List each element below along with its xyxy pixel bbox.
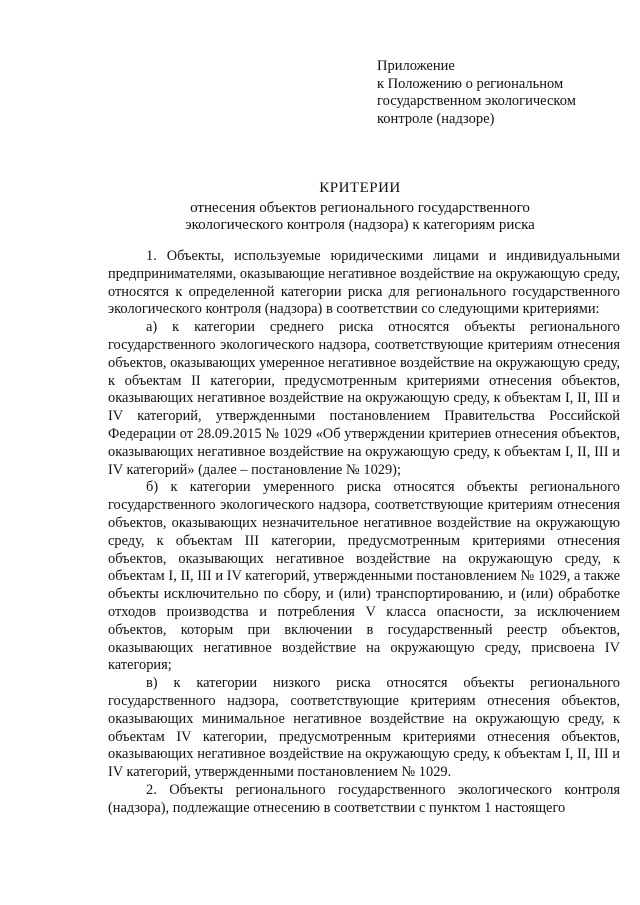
appendix-line: к Положению о региональном <box>377 75 564 92</box>
document-body <box>108 248 620 818</box>
appendix-line: Приложение <box>377 58 455 74</box>
title-subtitle-line: экологического контроля (надзора) к категориям риска <box>185 217 535 233</box>
paragraph-2: 2. Объекты регионального государственного экологического контроля (надзора), подлежащие отнесению в соответствии с пунктом 1 настоящего <box>108 781 620 816</box>
appendix-line: государственном экологическом <box>377 93 576 109</box>
paragraph-1b: б) к категории умеренного риска относятся объекты регионального государственного экологического надзора, соответствующие критериям отнесения объектов, оказывающих незначительное негативное воздействие на окружающую среду, к объектам III категории, предусмотренным критериями отнесения объектов, оказывающих негативное воздействие на окружающую среду, к объектам I, II, III и IV категорий, утвержденными постановлением № 1029, а также объекты исключительно по сбору, и (или) транспортированию, и (или) обработке отходов производства и потребления V класса опасности, за исключением объектов, которым при включении в государственный реестр объектов, оказывающих негативное воздействие на окружающую среду, присвоена IV категория; <box>108 479 620 674</box>
title-main: КРИТЕРИИ <box>319 180 401 196</box>
title-subtitle-line: отнесения объектов регионального государственного <box>190 200 530 216</box>
paragraph-1: 1. Объекты, используемые юридическими лицами и индивидуальными предпринимателями, оказывающие негативное воздействие на окружающую среду, относятся к определенной категории риска для регионального государственного экологического контроля (надзора) в соответствии со следующими критериями: <box>108 248 620 318</box>
paragraph-1v: в) к категории низкого риска относятся объекты регионального государственного надзора, соответствующие критериям отнесения объектов, оказывающих минимальное негативное воздействие на окружающую среду, к объектам IV категории, предусмотренным критериями отнесения объектов, оказывающих негативное воздействие на окружающую среду, к объектам I, II, III и IV категорий, утвержденными постановлением № 1029. <box>108 675 620 781</box>
document-title <box>0 180 640 234</box>
paragraph-1a: а) к категории среднего риска относятся объекты регионального государственного экологического надзора, соответствующие критериям отнесения объектов, оказывающих умеренное негативное воздействие на окружающую среду, к объектам II категории, предусмотренным критериями отнесения объектов, оказывающих негативное воздействие на окружающую среду, к объектам I, II, III и IV категорий, утвержденными постановлением Правительства Российской Федерации от 28.09.2015 № 1029 «Об утверждении критериев отнесения объектов, оказывающих негативное воздействие на окружающую среду, к объектам I, II, III и IV категорий» (далее – постановление № 1029); <box>108 319 620 478</box>
appendix-header <box>377 58 576 128</box>
appendix-line: контроле (надзоре) <box>377 110 495 127</box>
